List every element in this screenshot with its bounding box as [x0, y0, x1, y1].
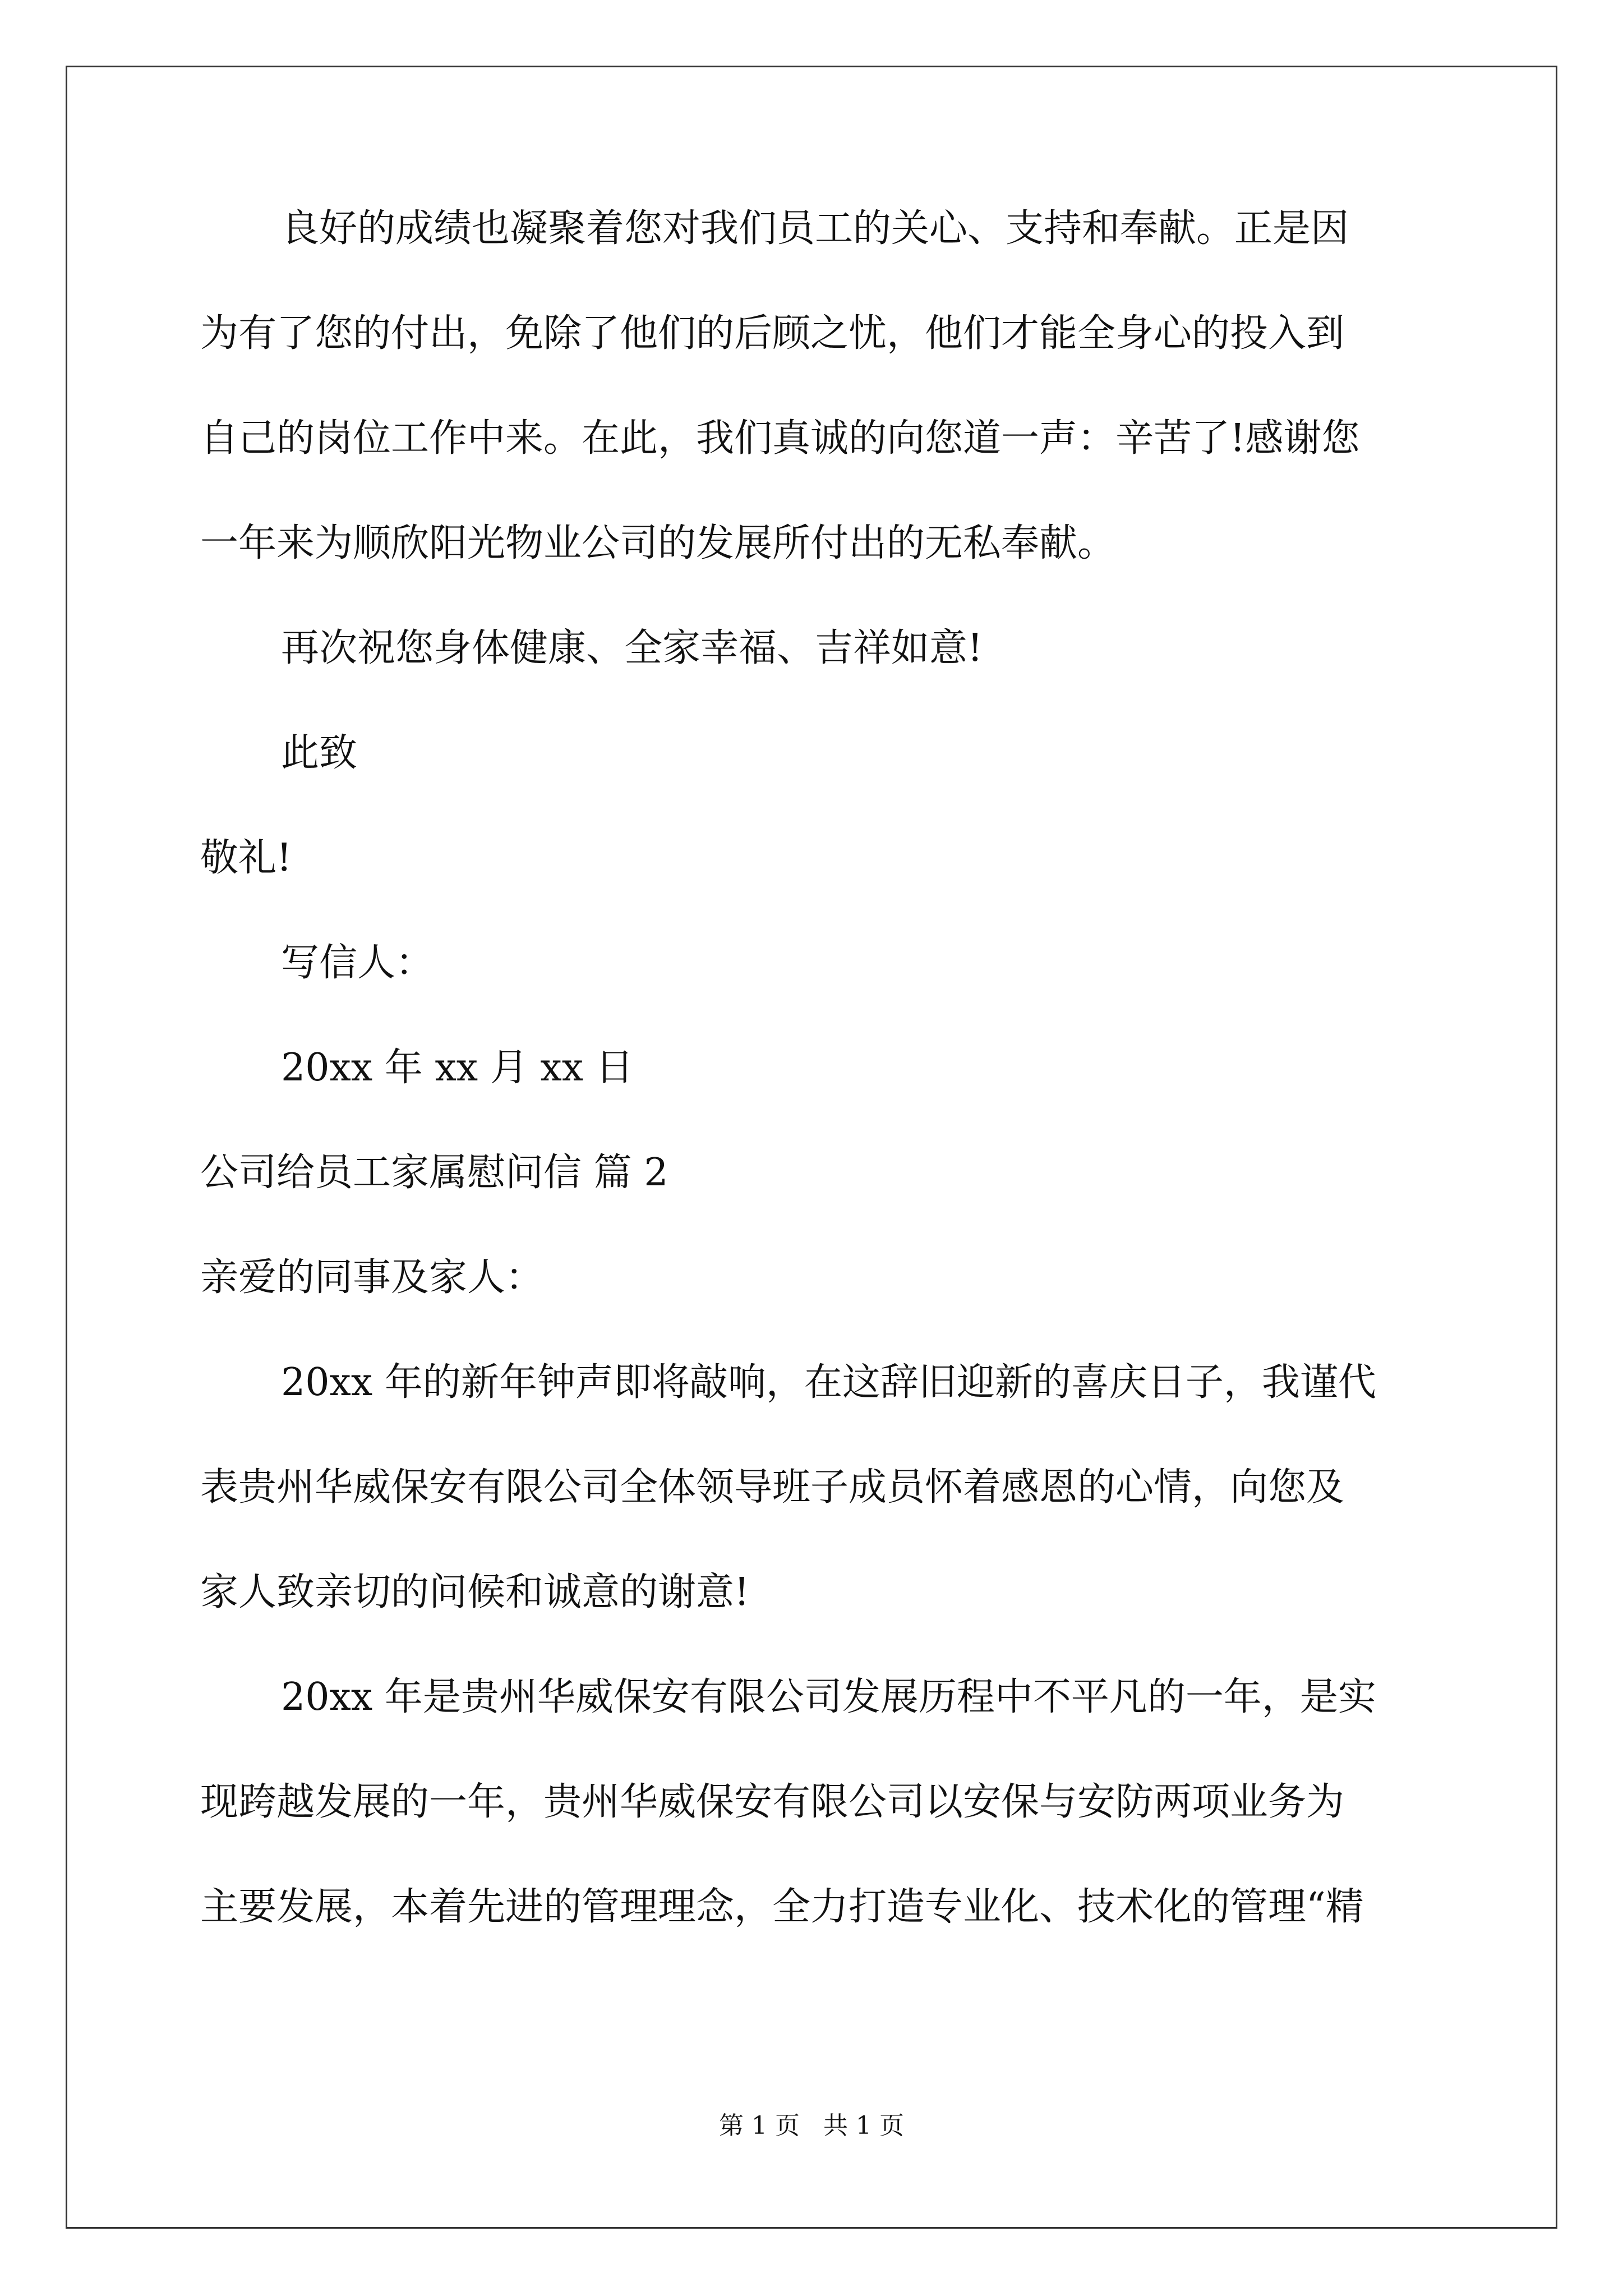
closing-line: 此致: [281, 731, 358, 775]
paragraph-line: 20xx 年的新年钟声即将敲响，在这辞旧迎新的喜庆日子，我谨代: [281, 1360, 1376, 1405]
paragraph-line: 自己的岗位工作中来。在此，我们真诚的向您道一声：辛苦了!感谢您: [200, 416, 1360, 461]
paragraph-line: 良好的成绩也凝聚着您对我们员工的关心、支持和奉献。正是因: [281, 206, 1349, 251]
paragraph-line: 家人致亲切的问候和诚意的谢意!: [200, 1570, 750, 1614]
section-title: 公司给员工家属慰问信 篇 2: [200, 1151, 668, 1195]
paragraph-line: 主要发展，本着先进的管理理念，全力打造专业化、技术化的管理“精: [200, 1885, 1364, 1929]
paragraph-line: 现跨越发展的一年，贵州华威保安有限公司以安保与安防两项业务为: [200, 1780, 1345, 1824]
paragraph-line: 为有了您的付出，免除了他们的后顾之忧，他们才能全身心的投入到: [200, 311, 1345, 356]
signature-line: 写信人：: [281, 941, 434, 985]
salutation-line: 敬礼!: [200, 836, 292, 880]
paragraph-line: 一年来为顺欣阳光物业公司的发展所付出的无私奉献。: [200, 521, 1116, 565]
page-footer: 第 1 页 共 1 页: [719, 2111, 904, 2140]
paragraph-line: 再次祝您身体健康、全家幸福、吉祥如意!: [281, 626, 983, 670]
greeting-line: 亲爱的同事及家人：: [200, 1255, 544, 1300]
date-line: 20xx 年 xx 月 xx 日: [281, 1046, 634, 1090]
paragraph-line: 20xx 年是贵州华威保安有限公司发展历程中不平凡的一年，是实: [281, 1675, 1376, 1719]
paragraph-line: 表贵州华威保安有限公司全体领导班子成员怀着感恩的心情，向您及: [200, 1465, 1345, 1510]
